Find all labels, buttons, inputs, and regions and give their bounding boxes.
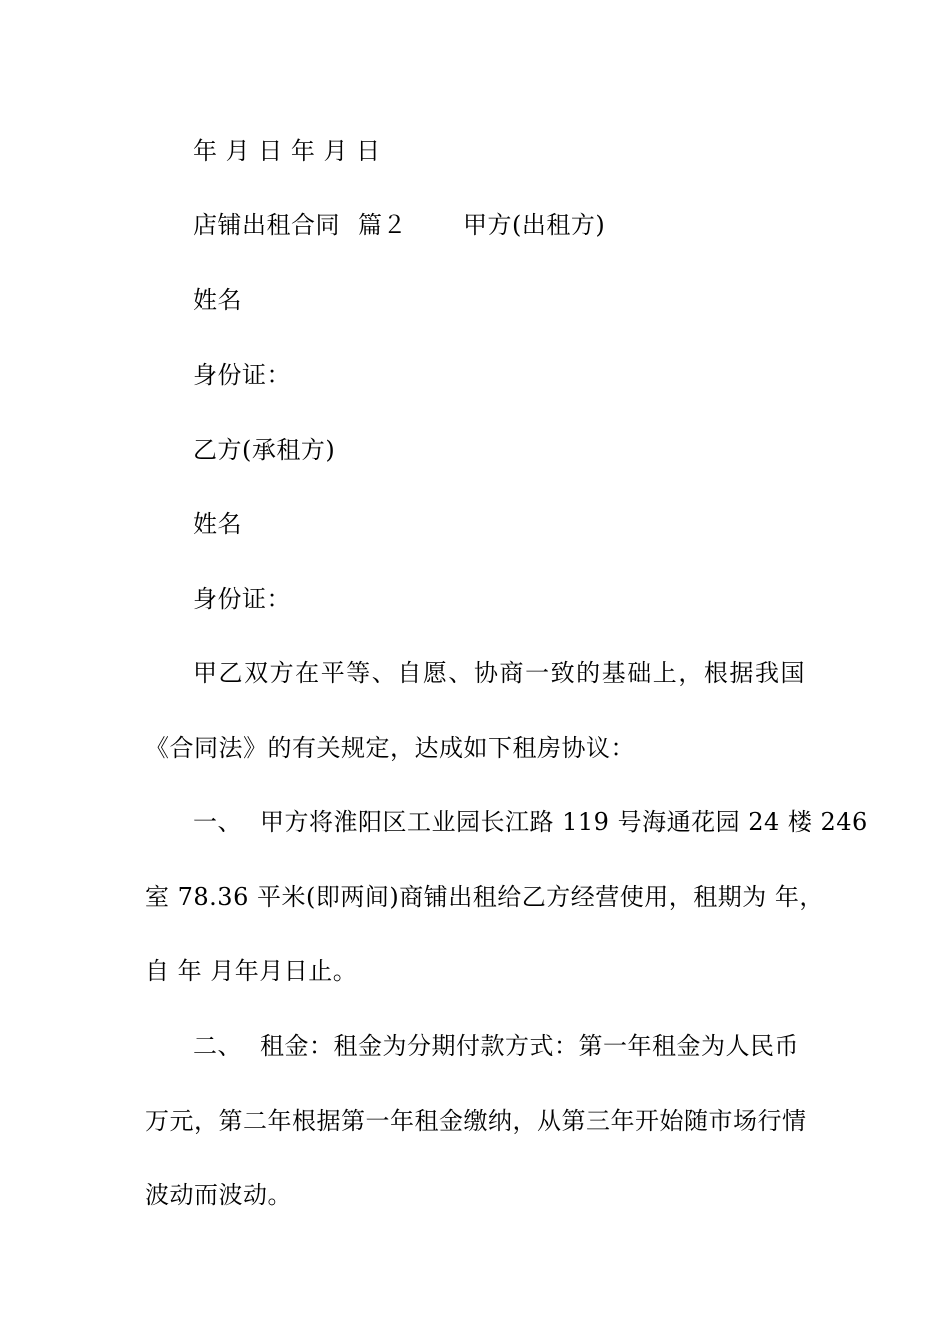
clause-1-line-1: [193, 807, 868, 837]
clause-2-number: 二、: [193, 1032, 242, 1060]
party-b-id: 身份证：: [193, 585, 291, 613]
party-b-label: 乙方(承租方): [193, 436, 336, 464]
party-a-name: 姓名: [193, 286, 242, 314]
clause-1-text: 甲方将淮阳区工业园长江路 119 号海通花园 24 楼 246: [260, 808, 868, 836]
contract-heading: [193, 210, 605, 240]
clause-1-line-3: 自 年 月年月日止。: [145, 957, 358, 985]
party-a-label: 甲方(出租方): [463, 211, 606, 239]
contract-title: 店铺出租合同: [193, 211, 340, 239]
date-line: 年 月 日 年 月 日: [193, 137, 381, 165]
clause-2-text: 租金：租金为分期付款方式：第一年租金为人民币: [260, 1032, 799, 1060]
intro-line-2: 《合同法》的有关规定，达成如下租房协议：: [145, 734, 635, 762]
intro-line-1: 甲乙双方在平等、自愿、协商一致的基础上，根据我国: [193, 659, 805, 687]
contract-part: 篇２: [358, 211, 407, 239]
party-a-id: 身份证：: [193, 361, 291, 389]
clause-2-line-3: 波动而波动。: [145, 1181, 292, 1209]
clause-1-line-2: 室 78.36 平米(即两间)商铺出租给乙方经营使用，租期为 年，: [145, 883, 824, 911]
clause-2-line-1: [193, 1031, 805, 1061]
clause-1-number: 一、: [193, 808, 242, 836]
clause-2-line-2: 万元，第二年根据第一年租金缴纳，从第三年开始随市场行情: [145, 1107, 807, 1135]
party-b-name: 姓名: [193, 510, 242, 538]
